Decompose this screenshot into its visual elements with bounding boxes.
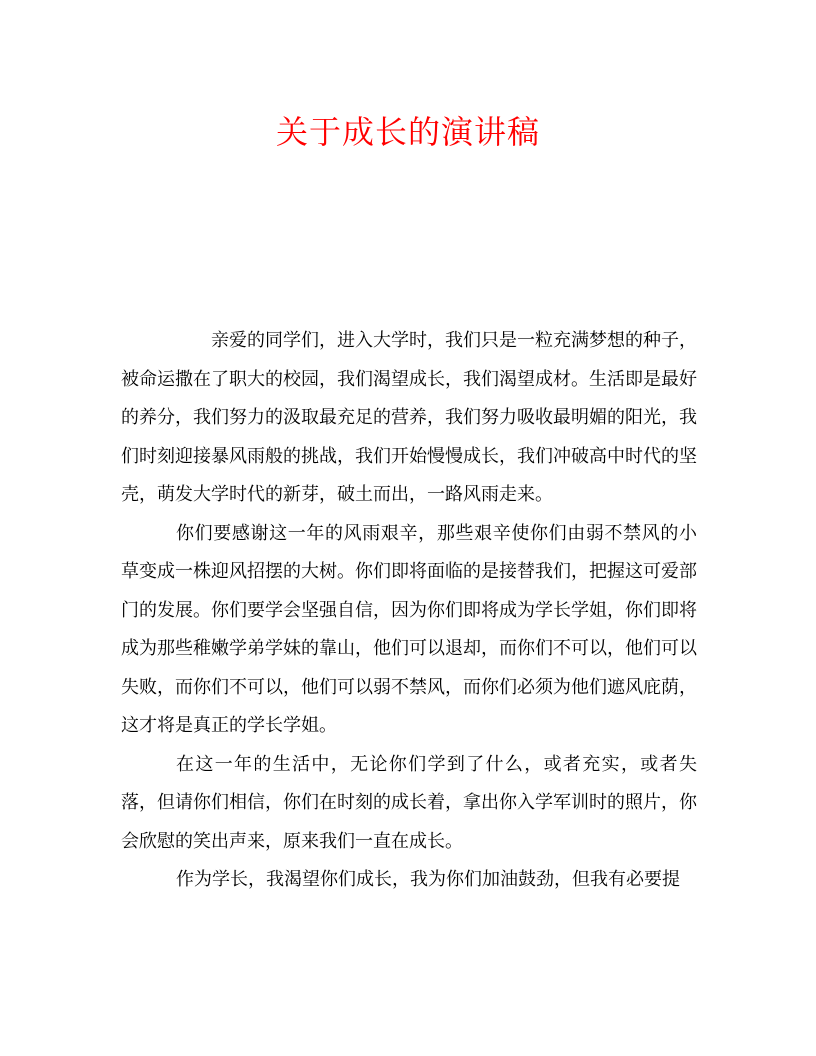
paragraph-3: 在这一年的生活中，无论你们学到了什么，或者充实，或者失落，但请你们相信，你们在时刻的成长着，拿出你入学军训时的照片，你会欣慰的笑出声来，原来我们一直在成长。 xyxy=(121,753,697,852)
document-title: 关于成长的演讲稿 xyxy=(275,113,540,151)
paragraph-2: 你们要感谢这一年的风雨艰辛，那些艰辛使你们由弱不禁风的小草变成一株迎风招摆的大树。你们即将面临的是接替我们，把握这可爱部门的发展。你们要学会坚强自信，因为你们即将成为学长学姐，你们即将成为那些稚嫩学弟学妹的靠山，他们可以退却，而你们不可以，他们可以失败，而你们不可以，他们可以弱不禁风，而你们必须为他们遮风庇荫，这才将是真正的学长学姐。 xyxy=(121,522,697,736)
document-body xyxy=(121,322,697,900)
paragraph-4: 作为学长，我渴望你们成长，我为你们加油鼓劲，但我有必要提 xyxy=(176,869,680,890)
paragraph-1: 亲爱的同学们，进入大学时，我们只是一粒充满梦想的种子，被命运撒在了职大的校园，我们渴望成长，我们渴望成材。生活即是最好的养分，我们努力的汲取最充足的营养，我们努力吸收最明媚的阳光，我们时刻迎接暴风雨般的挑战，我们开始慢慢成长，我们冲破高中时代的坚壳，萌发大学时代的新芽，破土而出，一路风雨走来。 xyxy=(121,330,697,505)
